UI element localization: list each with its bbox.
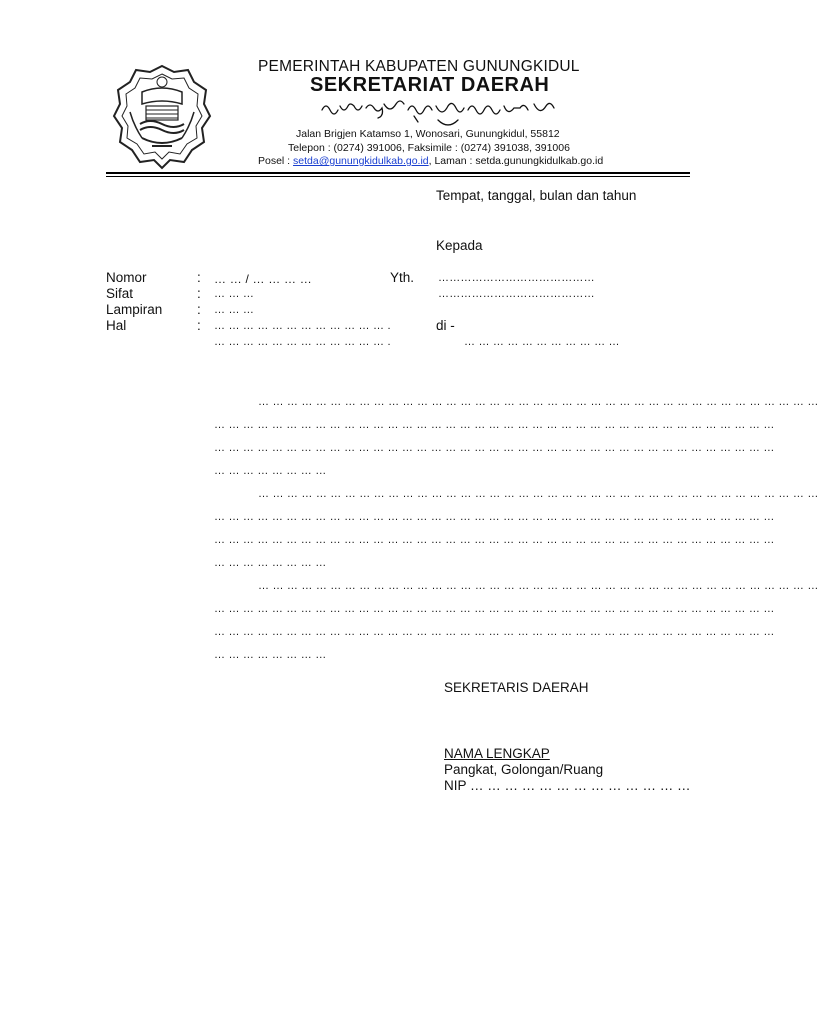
paragraph-3-line-1: … … … … … … … … … … … … … … … … … … … … … … … … … … … … … … … … … … … … … … … [258,580,819,592]
nomor-label: Nomor [106,270,147,285]
paragraph-1-line-4: … … … … … … … … [214,465,327,477]
paragraph-2-line-4: … … … … … … … … [214,557,327,569]
lampiran-label: Lampiran [106,302,163,317]
place-date: Tempat, tanggal, bulan dan tahun [436,188,637,203]
hal-label: Hal [106,318,127,333]
kepada-label: Kepada [436,238,483,253]
office-phone: Telepon : (0274) 391006, Faksimile : (0274) 391038, 391006 [288,142,570,154]
email-label: Posel : [258,155,294,167]
sifat-colon: : [197,286,201,301]
paragraph-3-line-3: … … … … … … … … … … … … … … … … … … … … … … … … … … … … … … … … … … … … … … … [214,626,775,638]
hal-value: … … … … … … … … … … … … . [214,320,391,332]
paragraph-2-line-3: … … … … … … … … … … … … … … … … … … … … … … … … … … … … … … … … … … … … … … … [214,534,775,546]
paragraph-2-line-2: … … … … … … … … … … … … … … … … … … … … … … … … … … … … … … … … … … … … … … … [214,511,775,523]
paragraph-2-line-1: … … … … … … … … … … … … … … … … … … … … … … … … … … … … … … … … … … … … … … … [258,488,819,500]
nomor-value: … … / … … … … [214,272,312,286]
yth-label: Yth. [390,270,415,285]
government-name: PEMERINTAH KABUPATEN GUNUNGKIDUL [258,58,580,75]
sifat-value: … … … [214,288,255,300]
hal-colon: : [197,318,201,333]
office-name: SEKRETARIAT DAERAH [310,74,550,96]
paragraph-3-line-2: … … … … … … … … … … … … … … … … … … … … … … … … … … … … … … … … … … … … … … … [214,603,775,615]
signatory-name: NAMA LENGKAP [444,746,550,761]
hal-value-continued: … … … … … … … … … … … … . [214,336,391,348]
email-link[interactable]: setda@gunungkidulkab.go.id [293,155,429,167]
di-label: di - [436,318,455,333]
sifat-label: Sifat [106,286,134,301]
signatory-nip: NIP … … … … … … … … … … … … … [444,778,691,793]
signatory-rank: Pangkat, Golongan/Ruang [444,762,604,777]
header-rule-thick [106,172,690,174]
paragraph-1-line-2: … … … … … … … … … … … … … … … … … … … … … … … … … … … … … … … … … … … … … … … [214,419,775,431]
office-contacts [258,155,603,167]
nomor-colon: : [197,270,201,285]
recipient-line-2: …………………………………… [438,288,595,300]
paragraph-1-line-1: … … … … … … … … … … … … … … … … … … … … … … … … … … … … … … … … … … … … … … … [258,396,819,408]
office-address: Jalan Brigjen Katamso 1, Wonosari, Gunungkidul, 55812 [296,128,560,140]
gunungkidul-emblem-logo [112,62,212,172]
lampiran-colon: : [197,302,201,317]
lampiran-value: … … … [214,304,255,316]
paragraph-3-line-4: … … … … … … … … [214,649,327,661]
recipient-line-1: …………………………………… [438,272,595,284]
website-text: , Laman : setda.gunungkidulkab.go.id [428,155,604,167]
javanese-script-heading [318,96,558,130]
paragraph-1-line-3: … … … … … … … … … … … … … … … … … … … … … … … … … … … … … … … … … … … … … … … [214,442,775,454]
recipient-place: … … … … … … … … … … … [464,336,620,348]
header-rule-thin [106,176,690,177]
signatory-title: SEKRETARIS DAERAH [444,680,589,695]
